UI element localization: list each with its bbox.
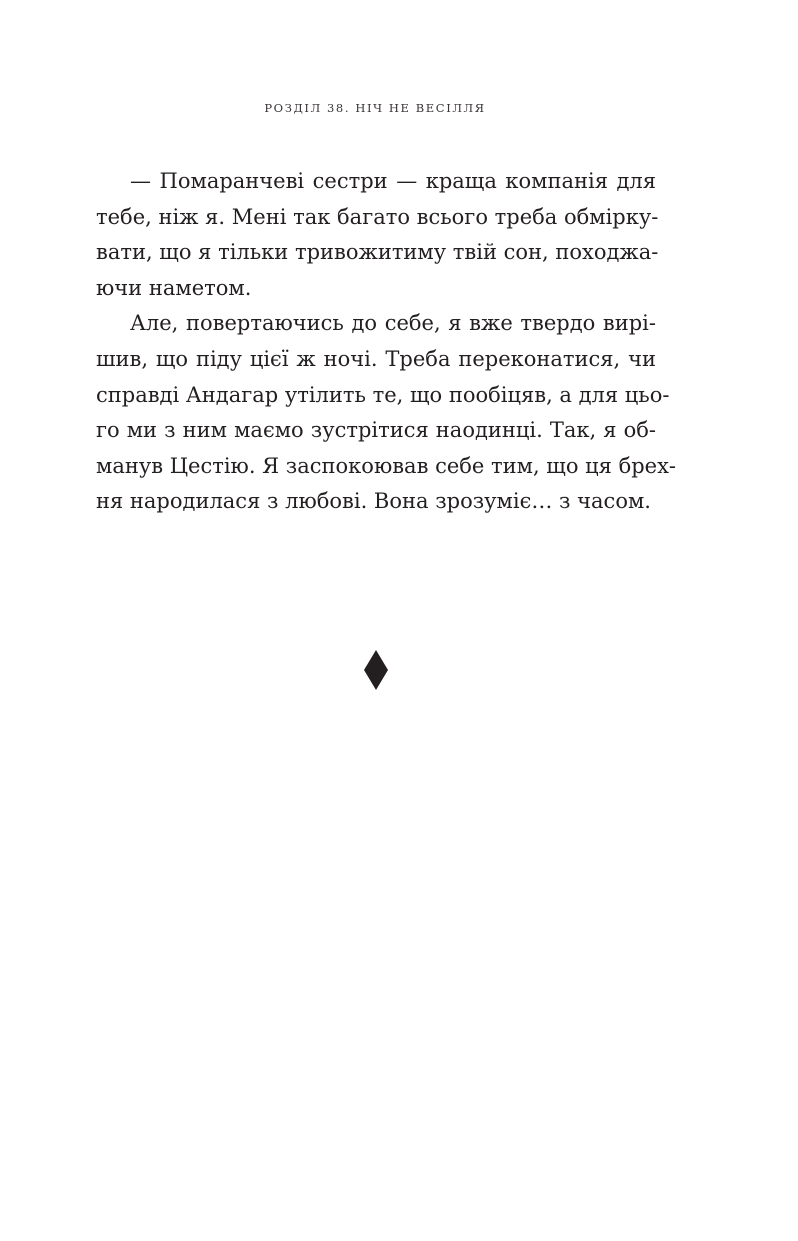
text-line: го ми з ним маємо зустрітися наодинці. Так, я об- (96, 418, 656, 443)
diamond-ornament-icon (364, 650, 388, 690)
text-line: тебе, ніж я. Мені так багато всього треба обмірку- (96, 204, 659, 229)
text-line: манув Цестію. Я заспокоював себе тим, що ця брех- (96, 453, 677, 478)
text-line: ня народилася з любові. Вона зрозуміє… з часом. (96, 489, 651, 514)
paragraph-1 (96, 164, 659, 306)
text-line: шив, що піду цієї ж ночі. Треба переконатися, чи (96, 346, 656, 371)
text-line: ючи наметом. (96, 275, 252, 300)
text-line: справді Андагар утілить те, що пообіцяв, а для цьо- (96, 382, 670, 407)
paragraph-2 (96, 306, 677, 520)
body-text (96, 164, 677, 520)
running-head: РОЗДІЛ 38. НІЧ НЕ ВЕСІЛЛЯ (264, 101, 486, 115)
text-line: — Помаранчеві сестри — краща компанія для (130, 169, 656, 193)
text-line: вати, що я тільки тривожитиму твій сон, походжа- (96, 240, 659, 265)
text-line: Але, повертаючись до себе, я вже твердо вирі- (130, 311, 656, 336)
